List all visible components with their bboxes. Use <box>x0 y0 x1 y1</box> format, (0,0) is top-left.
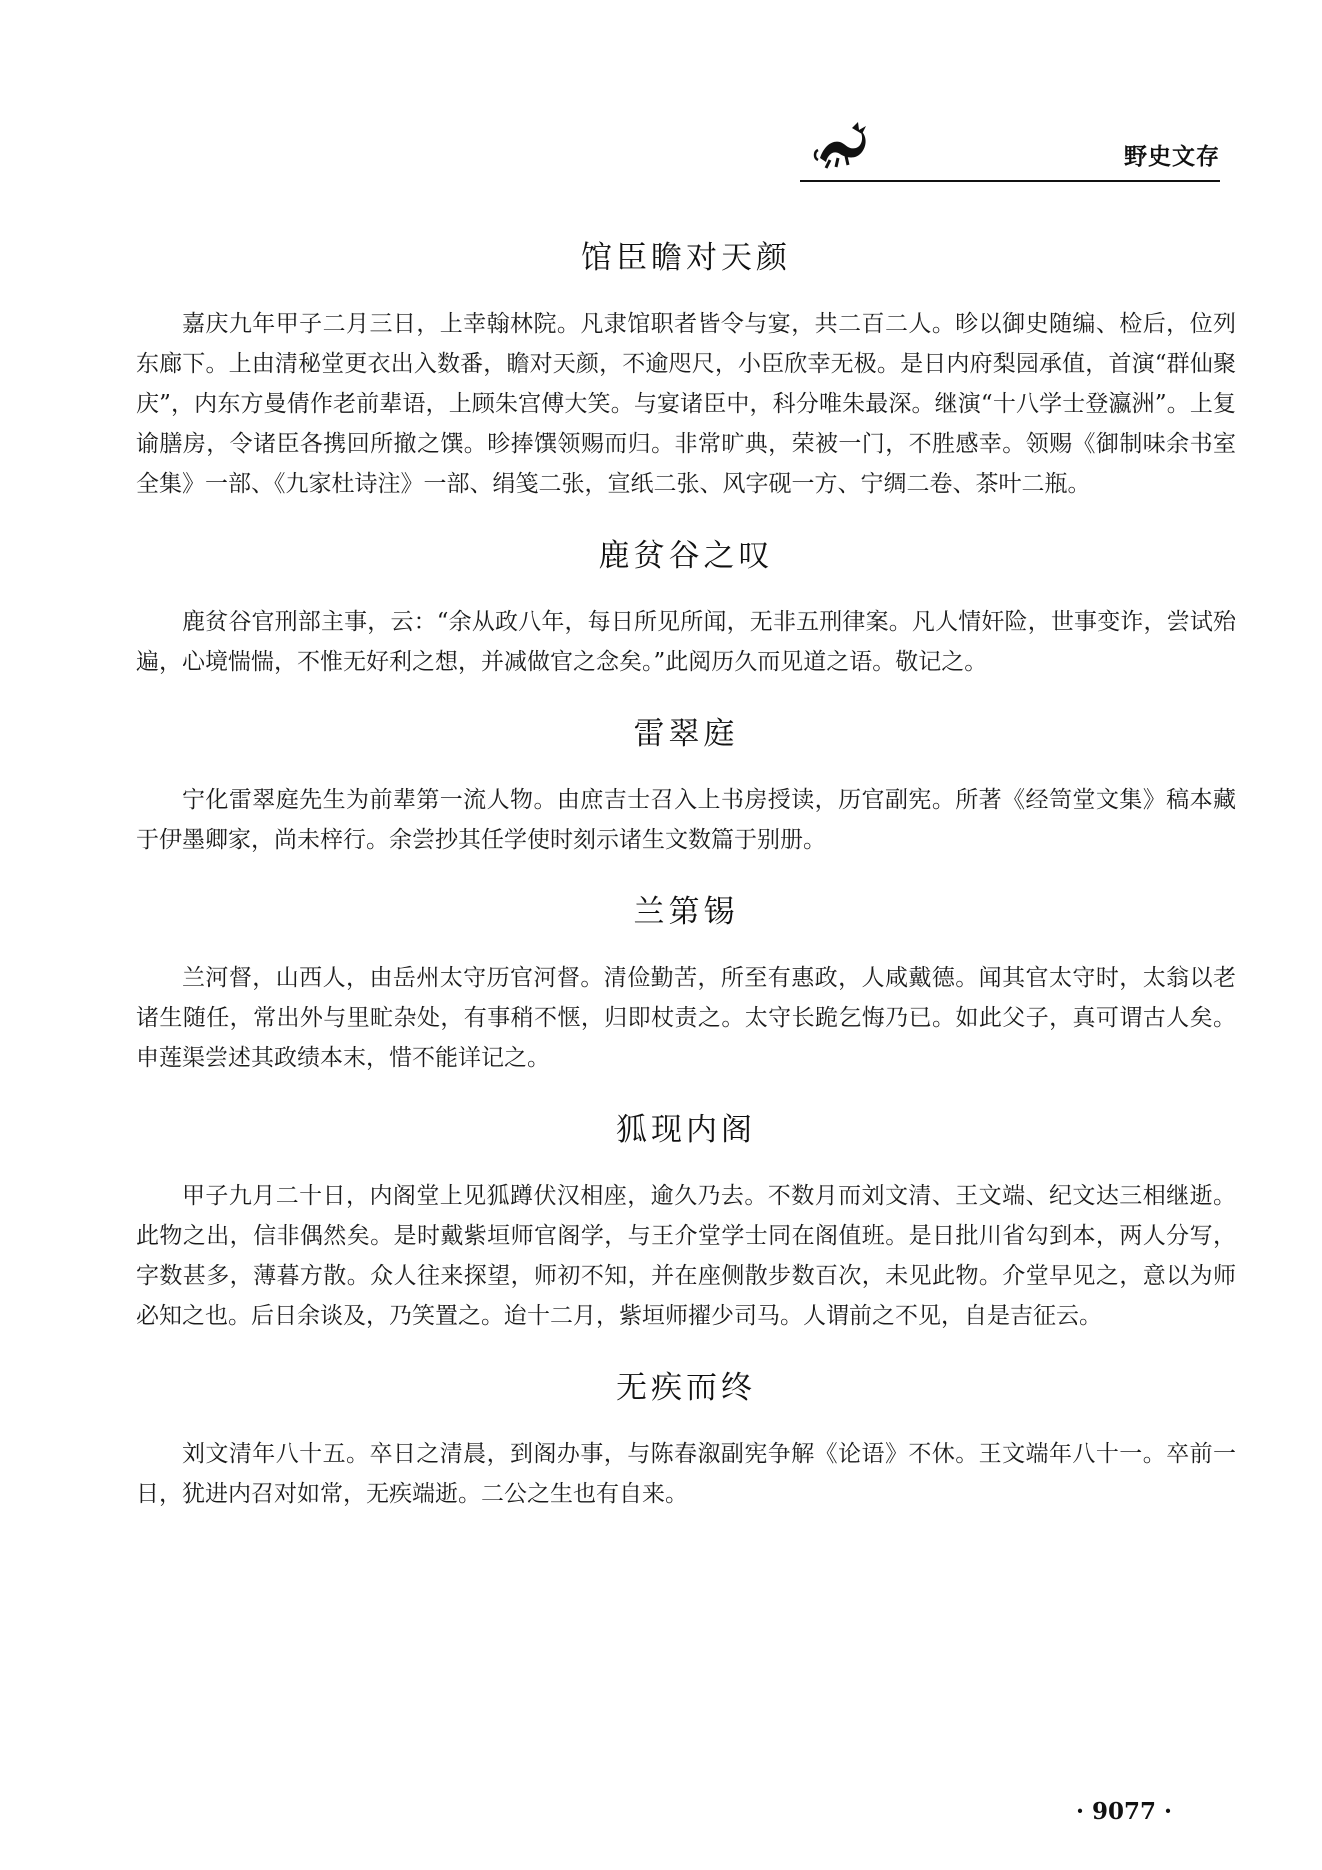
article-section <box>136 708 1236 860</box>
section-title: 无疾而终 <box>616 1370 756 1406</box>
section-body: 刘文清年八十五。卒日之清晨，到阁办事，与陈春溆副宪争解《论语》不休。王文端年八十一。卒前一日，犹进内召对如常，无疾端逝。二公之生也有自来。 <box>136 1441 1236 1507</box>
section-title: 馆臣瞻对天颜 <box>581 240 791 276</box>
article-section <box>136 232 1236 504</box>
header-rule <box>800 180 1220 182</box>
article-section <box>136 1104 1236 1336</box>
section-body: 嘉庆九年甲子二月三日，上幸翰林院。凡隶馆职者皆令与宴，共二百二人。昣以御史随编、检后，位列东廊下。上由清秘堂更衣出入数番，瞻对天颜，不逾咫尺，小臣欣幸无极。是日内府梨园承值，首演“群仙聚庆”，内东方曼倩作老前辈语，上顾朱宫傅大笑。与宴诸臣中，科分唯朱最深。继演“十八学士登瀛洲”。上复谕膳房，令诸臣各携回所撤之馔。昣捧馔领赐而归。非常旷典，荣被一门，不胜感幸。领赐《御制味余书室全集》一部、《九家杜诗注》一部、绢笺二张，宣纸二张、风字砚一方、宁绸二卷、茶叶二瓶。 <box>136 311 1236 497</box>
section-title: 狐现内阁 <box>616 1112 756 1148</box>
article-section <box>136 1362 1236 1514</box>
section-body: 兰河督，山西人，由岳州太守历官河督。清俭勤苦，所至有惠政，人咸戴德。闻其官太守时，太翁以老诸生随任，常出外与里甿杂处，有事稍不惬，归即杖责之。太守长跪乞悔乃已。如此父子，真可谓古人矣。申莲渠尝述其政绩本末，惜不能详记之。 <box>136 965 1236 1071</box>
section-title: 雷翠庭 <box>633 716 739 752</box>
section-title: 兰第锡 <box>633 894 739 930</box>
section-title: 鹿贫谷之叹 <box>598 538 774 574</box>
section-body: 宁化雷翠庭先生为前辈第一流人物。由庶吉士召入上书房授读，历官副宪。所著《经笥堂文集》稿本藏于伊墨卿家，尚未梓行。余尝抄其任学使时刻示诸生文数篇于别册。 <box>136 787 1236 853</box>
page-number: · 9077 · <box>1075 1798 1172 1825</box>
running-title: 野史文存 <box>1124 144 1220 170</box>
article-section <box>136 530 1236 682</box>
section-body: 甲子九月二十日，内阁堂上见狐蹲伏汉相座，逾久乃去。不数月而刘文清、王文端、纪文达三相继逝。此物之出，信非偶然矣。是时戴紫垣师官阁学，与王介堂学士同在阁值班。是日批川省勾到本，两人分写，字数甚多，薄暮方散。众人往来探望，师初不知，并在座侧散步数百次，未见此物。介堂早见之，意以为师必知之也。后日余谈及，乃笑置之。迨十二月，紫垣师擢少司马。人谓前之不见，自是吉征云。 <box>136 1183 1236 1329</box>
dragon-icon <box>812 118 872 170</box>
section-body: 鹿贫谷官刑部主事，云：“余从政八年，每日所见所闻，无非五刑律案。凡人情奸险，世事变诈，尝试殆遍，心境惴惴，不惟无好利之想，并减做官之念矣。”此阅历久而见道之语。敬记之。 <box>136 609 1236 675</box>
page-content <box>136 232 1236 1540</box>
page-header <box>800 100 1220 190</box>
article-section <box>136 886 1236 1078</box>
